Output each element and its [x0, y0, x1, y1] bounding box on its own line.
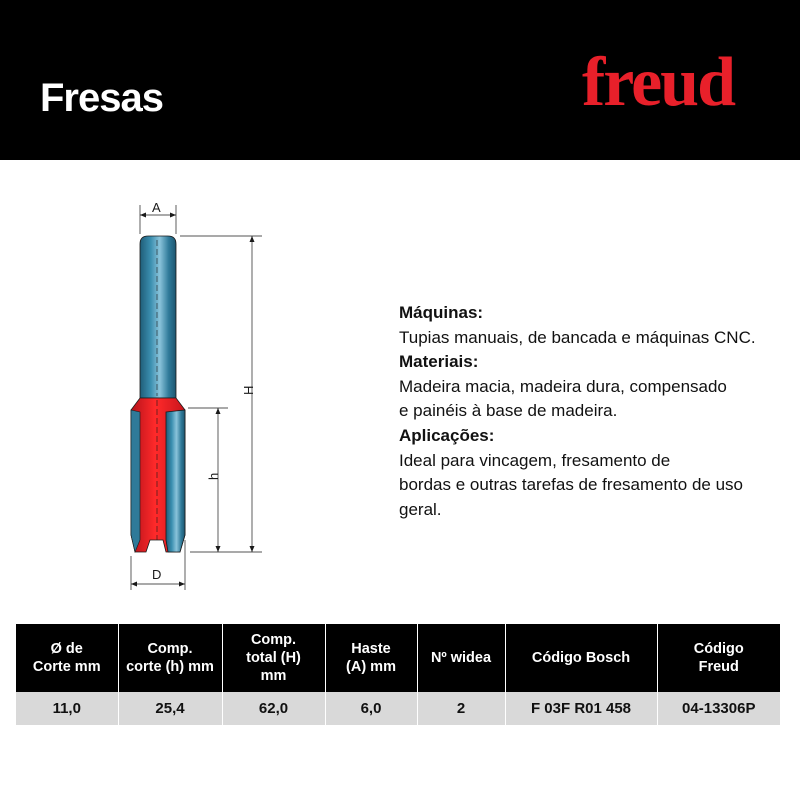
- table-header-row: [16, 624, 780, 692]
- cell-widea: 2: [417, 692, 505, 725]
- dim-a-arrow-right: [170, 213, 176, 218]
- cell-comp-corte: 25,4: [118, 692, 222, 725]
- carbide-tip: [166, 410, 185, 552]
- dim-h-cut-label: h: [206, 472, 221, 480]
- header-bar: [0, 0, 800, 160]
- dim-h-total-arrow-top: [250, 236, 255, 242]
- cell-comp-total: 62,0: [222, 692, 325, 725]
- aplicacoes-text-1: Ideal para vincagem, fresamento de: [399, 450, 671, 470]
- cell-diametro: 11,0: [16, 692, 118, 725]
- header-codigo-freud: Código Freud: [657, 624, 780, 692]
- dim-d-arrow-right: [179, 582, 185, 587]
- header-haste: Haste (A) mm: [325, 624, 417, 692]
- dim-h-cut-arrow-top: [216, 408, 221, 414]
- page-title: Fresas: [40, 76, 163, 120]
- table-row: [16, 692, 780, 725]
- dim-a-label: A: [152, 200, 161, 215]
- dim-h-total-arrow-bottom: [250, 546, 255, 552]
- freud-logo: freud: [582, 44, 735, 121]
- aplicacoes-text-3: geral.: [399, 499, 442, 519]
- maquinas-text: Tupias manuais, de bancada e máquinas CNC.: [399, 327, 756, 347]
- dim-a-arrow-left: [140, 213, 146, 218]
- header-diametro: Ø de Corte mm: [16, 624, 118, 692]
- spec-description: [399, 301, 789, 522]
- header-codigo-bosch: Código Bosch: [505, 624, 657, 692]
- cell-haste: 6,0: [325, 692, 417, 725]
- materiais-heading: Materiais:: [399, 352, 479, 372]
- materiais-text-2: e painéis à base de madeira.: [399, 401, 618, 421]
- header-comp-total: Comp. total (H) mm: [222, 624, 325, 692]
- header-comp-corte: Comp. corte (h) mm: [118, 624, 222, 692]
- aplicacoes-text-2: bordas e outras tarefas de fresamento de uso: [399, 475, 743, 495]
- dim-d-label: D: [152, 567, 162, 582]
- carbide-tip-left: [131, 410, 140, 552]
- header-widea: Nº widea: [417, 624, 505, 692]
- dim-h-total-label: H: [241, 385, 256, 395]
- dim-d-arrow-left: [131, 582, 137, 587]
- aplicacoes-heading: Aplicações:: [399, 425, 495, 445]
- router-bit-diagram: [118, 190, 288, 595]
- materiais-text-1: Madeira macia, madeira dura, compensado: [399, 376, 727, 396]
- spec-table: [16, 624, 780, 725]
- maquinas-heading: Máquinas:: [399, 303, 484, 322]
- cell-codigo-freud: 04-13306P: [657, 692, 780, 725]
- dim-h-cut-arrow-bottom: [216, 546, 221, 552]
- shank-shape: [140, 236, 176, 398]
- cell-codigo-bosch: F 03F R01 458: [505, 692, 657, 725]
